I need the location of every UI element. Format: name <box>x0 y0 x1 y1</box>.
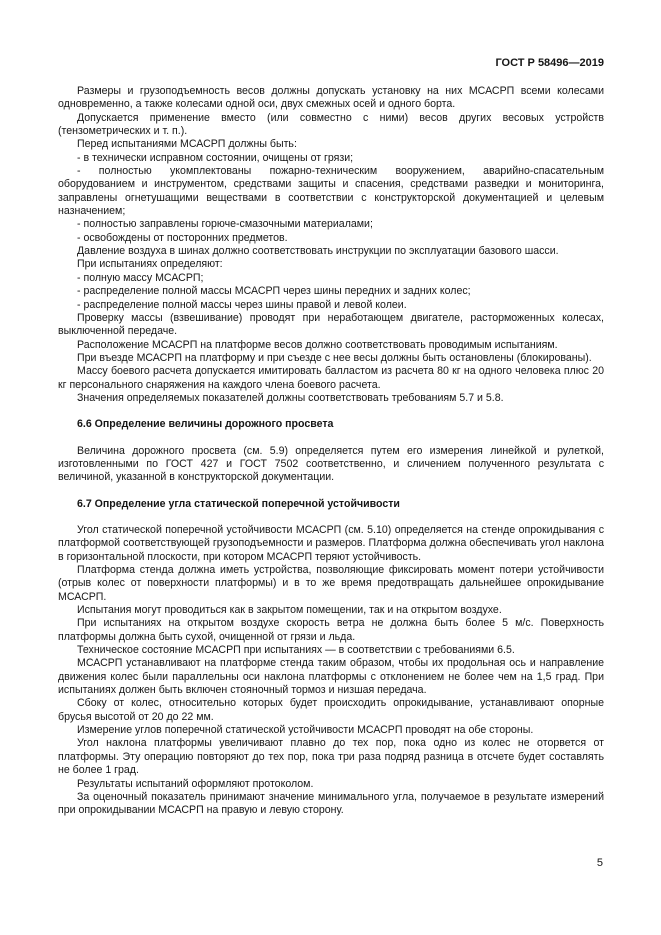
paragraph: Сбоку от колес, относительно которых будет происходить опрокидывание, устанавливают опорные брусья высотой от 20 до 22 мм. <box>58 697 604 723</box>
list-item: - распределение полной массы МСАСРП через шины передних и задних колес; <box>77 285 471 298</box>
section-heading: 6.7 Определение угла статической поперечной устойчивости <box>77 497 400 510</box>
page-number: 5 <box>596 857 603 869</box>
list-item: - в технически исправном состоянии, очищены от грязи; <box>77 151 354 164</box>
paragraph: Значения определяемых показателей должны соответствовать требованиям 5.7 и 5.8. <box>77 391 504 404</box>
paragraph: Величина дорожного просвета (см. 5.9) определяется путем его измерения линейкой и рулеткой, изготовленными по ГОСТ 427 и ГОСТ 7502 соответственно, и сличением полученного результата с величиной, указанной в конструкторской документации. <box>58 444 604 484</box>
document-body <box>58 85 604 818</box>
paragraph: Техническое состояние МСАСРП при испытаниях — в соответствии с требованиями 6.5. <box>77 644 515 657</box>
paragraph: Измерение углов поперечной статической устойчивости МСАСРП проводят на обе стороны. <box>77 724 534 737</box>
paragraph: За оценочный показатель принимают значение минимального угла, получаемое в результате измерений при опрокидывании МСАСРП на правую и левую сторону. <box>58 790 604 817</box>
list-item: - освобождены от посторонних предметов. <box>77 231 288 244</box>
paragraph: Угол статической поперечной устойчивости МСАСРП (см. 5.10) определяется на стенде опрокидывания с платформой соответствующей грузоподъемности и размеров. Платформа должна обеспечивать угол наклона в горизонтальной плоскости, при котором МСАСРП теряют устойчивость. <box>58 523 604 563</box>
list-item: - полностью заправлены горюче-смазочными материалами; <box>77 218 373 231</box>
paragraph: При испытаниях на открытом воздухе скорость ветра не должна быть более 5 м/с. Поверхность платформы должна быть сухой, очищенной от грязи и льда. <box>58 617 604 643</box>
paragraph: Угол наклона платформы увеличивают плавно до тех пор, пока одно из колес не оторвется от платформы. Эту операцию повторяют до тех пор, пока три раза подряд разница в отсчете будет составлять не более 1 град. <box>58 737 604 777</box>
list-item: - распределение полной массы через шины правой и левой колеи. <box>77 298 407 311</box>
paragraph: МСАСРП устанавливают на платформе стенда таким образом, чтобы их продольная ось и направление движения колес были параллельны оси наклона платформы с отклонением не более чем на 1,5 град. При испытаниях должен быть включен стояночный тормоз и низшая передача. <box>58 657 604 697</box>
paragraph: Допускается применение вместо (или совместно с ними) весов других весовых устройств (тензометрических и т. п.). <box>58 111 604 138</box>
list-item: - полную массу МСАСРП; <box>77 271 204 284</box>
paragraph: При въезде МСАСРП на платформу и при съезде с нее весы должны быть остановлены (блокированы). <box>77 351 592 364</box>
running-header: ГОСТ Р 58496—2019 <box>495 57 604 69</box>
paragraph: При испытаниях определяют: <box>77 258 223 271</box>
section-heading: 6.6 Определение величины дорожного просвета <box>77 418 334 431</box>
paragraph: Давление воздуха в шинах должно соответствовать инструкции по эксплуатации базового шасси. <box>77 245 559 258</box>
paragraph: Платформа стенда должна иметь устройства, позволяющие фиксировать момент потери устойчивости (отрыв колес от поверхности платформы) и в то же время предотвращать дальнейшее опрокидывание МСАСРП. <box>58 564 604 603</box>
paragraph: Размеры и грузоподъемность весов должны допускать установку на них МСАСРП всеми колесами одновременно, а также колесами одной оси, двух смежных осей и одного борта. <box>58 85 604 111</box>
paragraph: Проверку массы (взвешивание) проводят при неработающем двигателе, расторможенных колесах, выключенной передаче. <box>58 311 604 338</box>
paragraph: Расположение МСАСРП на платформе весов должно соответствовать проводимым испытаниям. <box>77 338 558 351</box>
paragraph: Результаты испытаний оформляют протоколом. <box>77 777 314 790</box>
paragraph: Перед испытаниями МСАСРП должны быть: <box>77 138 297 151</box>
list-item: - полностью укомплектованы пожарно-техническим вооружением, аварийно-спасательным оборудованием и инструментом, средствами защиты и спасения, средствами разведки и мониторинга, заправлены огнетушащими веществами в соответствии с конструкторской документацией и целевым назначением; <box>58 165 604 218</box>
paragraph: Испытания могут проводиться как в закрытом помещении, так и на открытом воздухе. <box>77 604 502 617</box>
paragraph: Массу боевого расчета допускается имитировать балластом из расчета 80 кг на одного человека плюс 20 кг персонального снаряжения на каждого члена боевого расчета. <box>58 365 604 391</box>
